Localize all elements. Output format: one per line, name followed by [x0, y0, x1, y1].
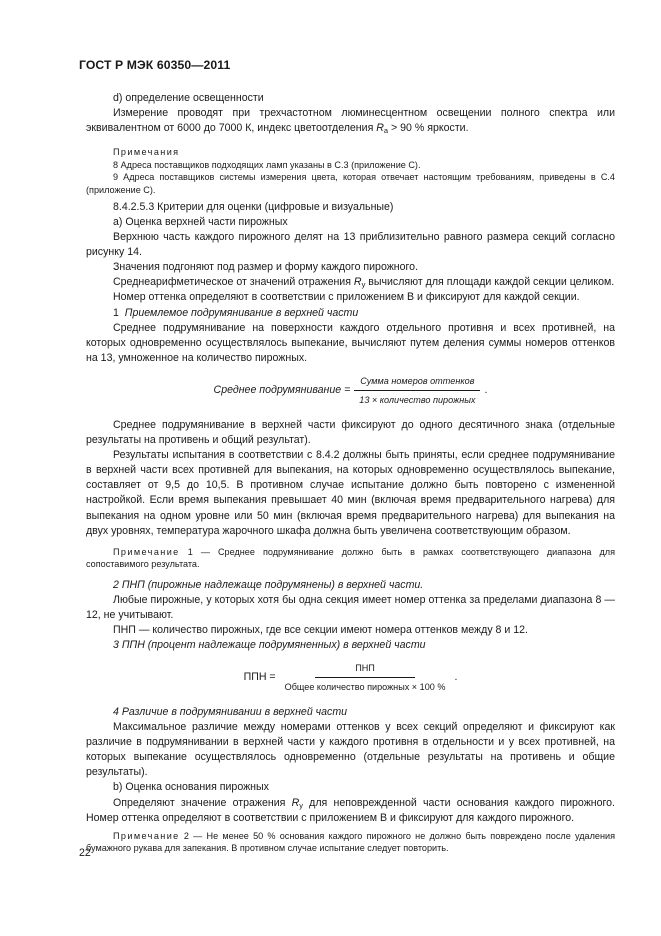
formula2-fraction	[279, 661, 452, 695]
formula1-lhs: Среднее подрумянивание =	[213, 384, 351, 397]
note-2: Примечание 2 — Не менее 50 % основания каждого пирожного не должно быть повреждено после удаления бумажного рукава для запекания. В противном случае испытание следует повторить.	[86, 830, 615, 854]
notes-heading: Примечания	[113, 147, 180, 158]
note-9: 9 Адреса поставщиков системы измерения цвета, которая отвечает настоящим требованиям, приведены в С.4 (приложение С).	[86, 172, 615, 195]
item-4-title: 4 Различие в подрумянивании в верхней части	[113, 705, 348, 718]
criteria-p4: Номер оттенка определяют в соответствии с приложением В и фиксируют для каждой секции.	[113, 291, 580, 304]
section-d-title: d) определение освещенности	[113, 92, 264, 104]
section-b-p1: Определяют значение отражения $R_y$ для неповрежденной части основания каждого пирожного. Номер оттенка определяют в соответствии с приложением В и фиксируют для каждого пирожного.	[86, 796, 615, 824]
formula1-end: .	[484, 384, 488, 397]
formula2-lhs: ППН =	[243, 671, 276, 684]
item-2-p2: ПНП — количество пирожных, где все секции имеют номера оттенков между 8 и 12.	[113, 623, 528, 636]
formula2-end: .	[454, 671, 458, 684]
formula2-denominator: Общее количество пирожных × 100 %	[284, 681, 446, 692]
item-1-title: 1 Приемлемое подрумянивание в верхней части	[113, 306, 359, 319]
body-p7: Результаты испытания в соответствии с 8.4.2 должны быть приняты, если среднее подрумянивание в верхней части всех противней для выпекания, на которых одновременно осуществлялось выпекание, составляет от 9,5 до 10,5. В противном случае испытание должно быть повторено с измененной настройкой. Если время выпекания превышает 40 мин (включая время предварительного нагрева) для выпекания на одном уровне или 50 мин (включая время предварительного нагрева) для выпекания на двух уровнях, температура жарочного шкафа должна быть увеличена соответствующим образом.	[86, 449, 615, 537]
criteria-title: 8.4.2.5.3 Критерии для оценки (цифровые и визуальные)	[113, 200, 394, 213]
body-p6: Среднее подрумянивание в верхней части фиксируют до одного десятичного знака (отдельные результаты на противень и общий результат).	[86, 418, 615, 447]
formula1-denominator: 13 × количество пирожных	[359, 394, 476, 405]
formula1-numerator: Сумма номеров оттенков	[354, 374, 480, 391]
note-8: 8 Адреса поставщиков подходящих ламп указаны в С.3 (приложение С).	[113, 159, 421, 170]
item-2-p1: Любые пирожные, у которых хотя бы одна секция имеет номер оттенка за пределами диапазона 8 — 12, не учитывают.	[86, 593, 615, 621]
formula1-fraction	[353, 374, 481, 408]
item-4-p1: Максимальное различие между номерами оттенков у всех секций определяют и фиксируют как различие в подрумянивании в верхней части у каждого противня в отдельности и у всех противней, на которых выпекание осуществлялось одновременно (отдельные результаты на противень и общие результаты).	[86, 721, 615, 779]
document-header: ГОСТ Р МЭК 60350—2011	[79, 58, 231, 72]
formula-average-browning	[86, 372, 615, 410]
criteria-p1: Верхнюю часть каждого пирожного делят на 13 приблизительно равного размера секций согласно рисунку 14.	[86, 231, 615, 259]
criteria-a-title: а) Оценка верхней части пирожных	[113, 216, 288, 228]
page-content	[86, 91, 615, 855]
section-b-title: b) Оценка основания пирожных	[113, 781, 269, 794]
section-d-text: Измерение проводят при трехчастотном люминесцентном освещении полного спектра или эквивалентном от 6000 до 7000 К, индекс цветоотделения $R_a > 90$ % яркости.	[86, 107, 615, 136]
item-2-title: 2 ПНП (пирожные надлежаще подрумянены) в верхней части.	[113, 578, 424, 591]
criteria-p3: Среднеарифметическое от значений отражения $R_y$ вычисляют для площади каждой секции целиком.	[113, 276, 615, 290]
item-3-title: 3 ППН (процент надлежаще подрумяненных) в верхней части	[113, 638, 426, 651]
note-1: Примечание 1 — Среднее подрумянивание должно быть в рамках соответствующего диапазона для сопоставимого результата.	[86, 546, 615, 570]
formula2-numerator: ПНП	[315, 661, 415, 678]
page-number: 22	[79, 847, 91, 859]
criteria-p2: Значения подгоняют под размер и форму каждого пирожного.	[113, 261, 419, 274]
formula-ppn	[86, 659, 615, 697]
criteria-p5: Среднее подрумянивание на поверхности каждого отдельного противня и всех противней, на которых одновременно осуществлялось выпекание, вычисляют путем деления суммы номеров оттенков на 13, умноженное на количество пирожных.	[86, 321, 615, 364]
